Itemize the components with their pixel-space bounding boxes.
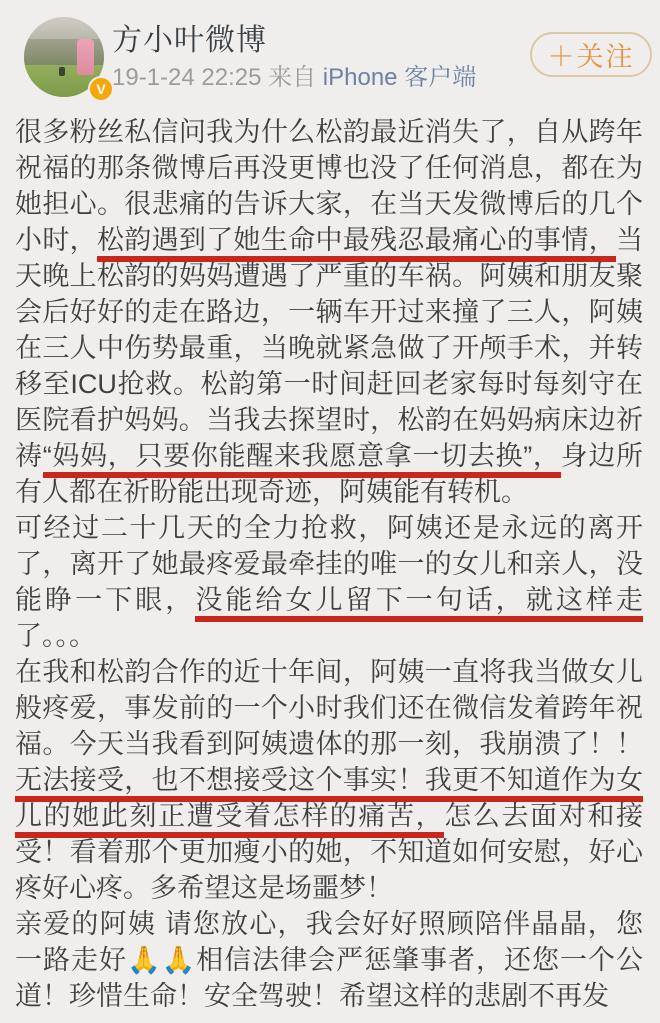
post-underlined-text: 没能给女儿留下一句话，就这样走 <box>195 585 643 622</box>
avatar-photo-person <box>59 67 65 76</box>
verified-v-badge-icon: V <box>88 76 114 102</box>
post-paragraph <box>15 510 643 654</box>
post-underlined-text: 无法接受，也不想接受这个事实！我更不知道作为女儿的她此刻正遭受着怎样的痛苦， <box>15 765 643 838</box>
post-header <box>0 0 660 112</box>
post-text: 可经过二十几天的全力抢救，阿姨还是永远的离开了，离开了她最疼爱最牵挂的唯一的女儿和亲人，没能睁一下眼， <box>15 513 643 615</box>
post-timestamp: 19-1-24 22:25 <box>112 64 262 91</box>
post-text: 很多粉丝私信问我为什么松韵最近消失了，自从跨年祝福的那条微博后再没更博也没了任何消息，都在为她担心。很悲痛的告诉大家，在当天发微博后的几个小时， <box>15 117 643 255</box>
post-source-link[interactable]: iPhone 客户端 <box>322 64 477 91</box>
post-text: 当天晚上松韵的妈妈遭遇了严重的车祸。阿姨和朋友聚会后好好的走在路边，一辆车开过来撞了三人，阿姨在三人中伤势最重，当晚就紧急做了开颅手术，并转移至ICU抢救。松韵第一时间赶回老家每时每刻守在医院看护妈妈。当我去探望时，松韵在妈妈病床边祈祷 <box>15 225 644 471</box>
post-text: 了。。。 <box>15 621 96 651</box>
post-text: 身边所有人都在祈盼能出现奇迹，阿姨能有转机。 <box>15 441 644 507</box>
post-text: 怎么去面对和接受！看着那个更加瘦小的她，不知道如何安慰，好心疼好心疼。多希望这是场噩梦！ <box>15 801 644 903</box>
avatar-photo-pink-tower <box>77 39 94 76</box>
post-underlined-text: “妈妈，只要你能醒来我愿意拿一切去换”， <box>43 441 561 478</box>
post-paragraph <box>15 654 643 906</box>
post-meta-line <box>112 64 476 92</box>
source-prefix: 来自 <box>268 64 317 91</box>
post-text: 在我和松韵合作的近十年间，阿姨一直将我当做女儿般疼爱，事发前的一个小时我们还在微信发着跨年祝福。今天当我看到阿姨遗体的那一刻，我崩溃了！！ <box>15 657 643 759</box>
post-text: 亲爱的阿姨 请您放心，我会好好照顾陪伴晶晶，您一路走好🙏🙏相信法律会严惩肇事者，还您一个公道！珍惜生命！安全驾驶！希望这样的悲剧不再发 <box>15 909 643 1011</box>
username[interactable]: 方小叶微博 <box>112 24 267 57</box>
follow-button[interactable]: ＋关注 <box>530 32 652 77</box>
post-body <box>0 112 660 1014</box>
user-meta <box>112 24 476 92</box>
post-paragraph <box>15 906 643 1014</box>
post-paragraph <box>15 114 643 510</box>
post-underlined-text: 松韵遇到了她生命中最残忍最痛心的事情， <box>97 225 616 262</box>
